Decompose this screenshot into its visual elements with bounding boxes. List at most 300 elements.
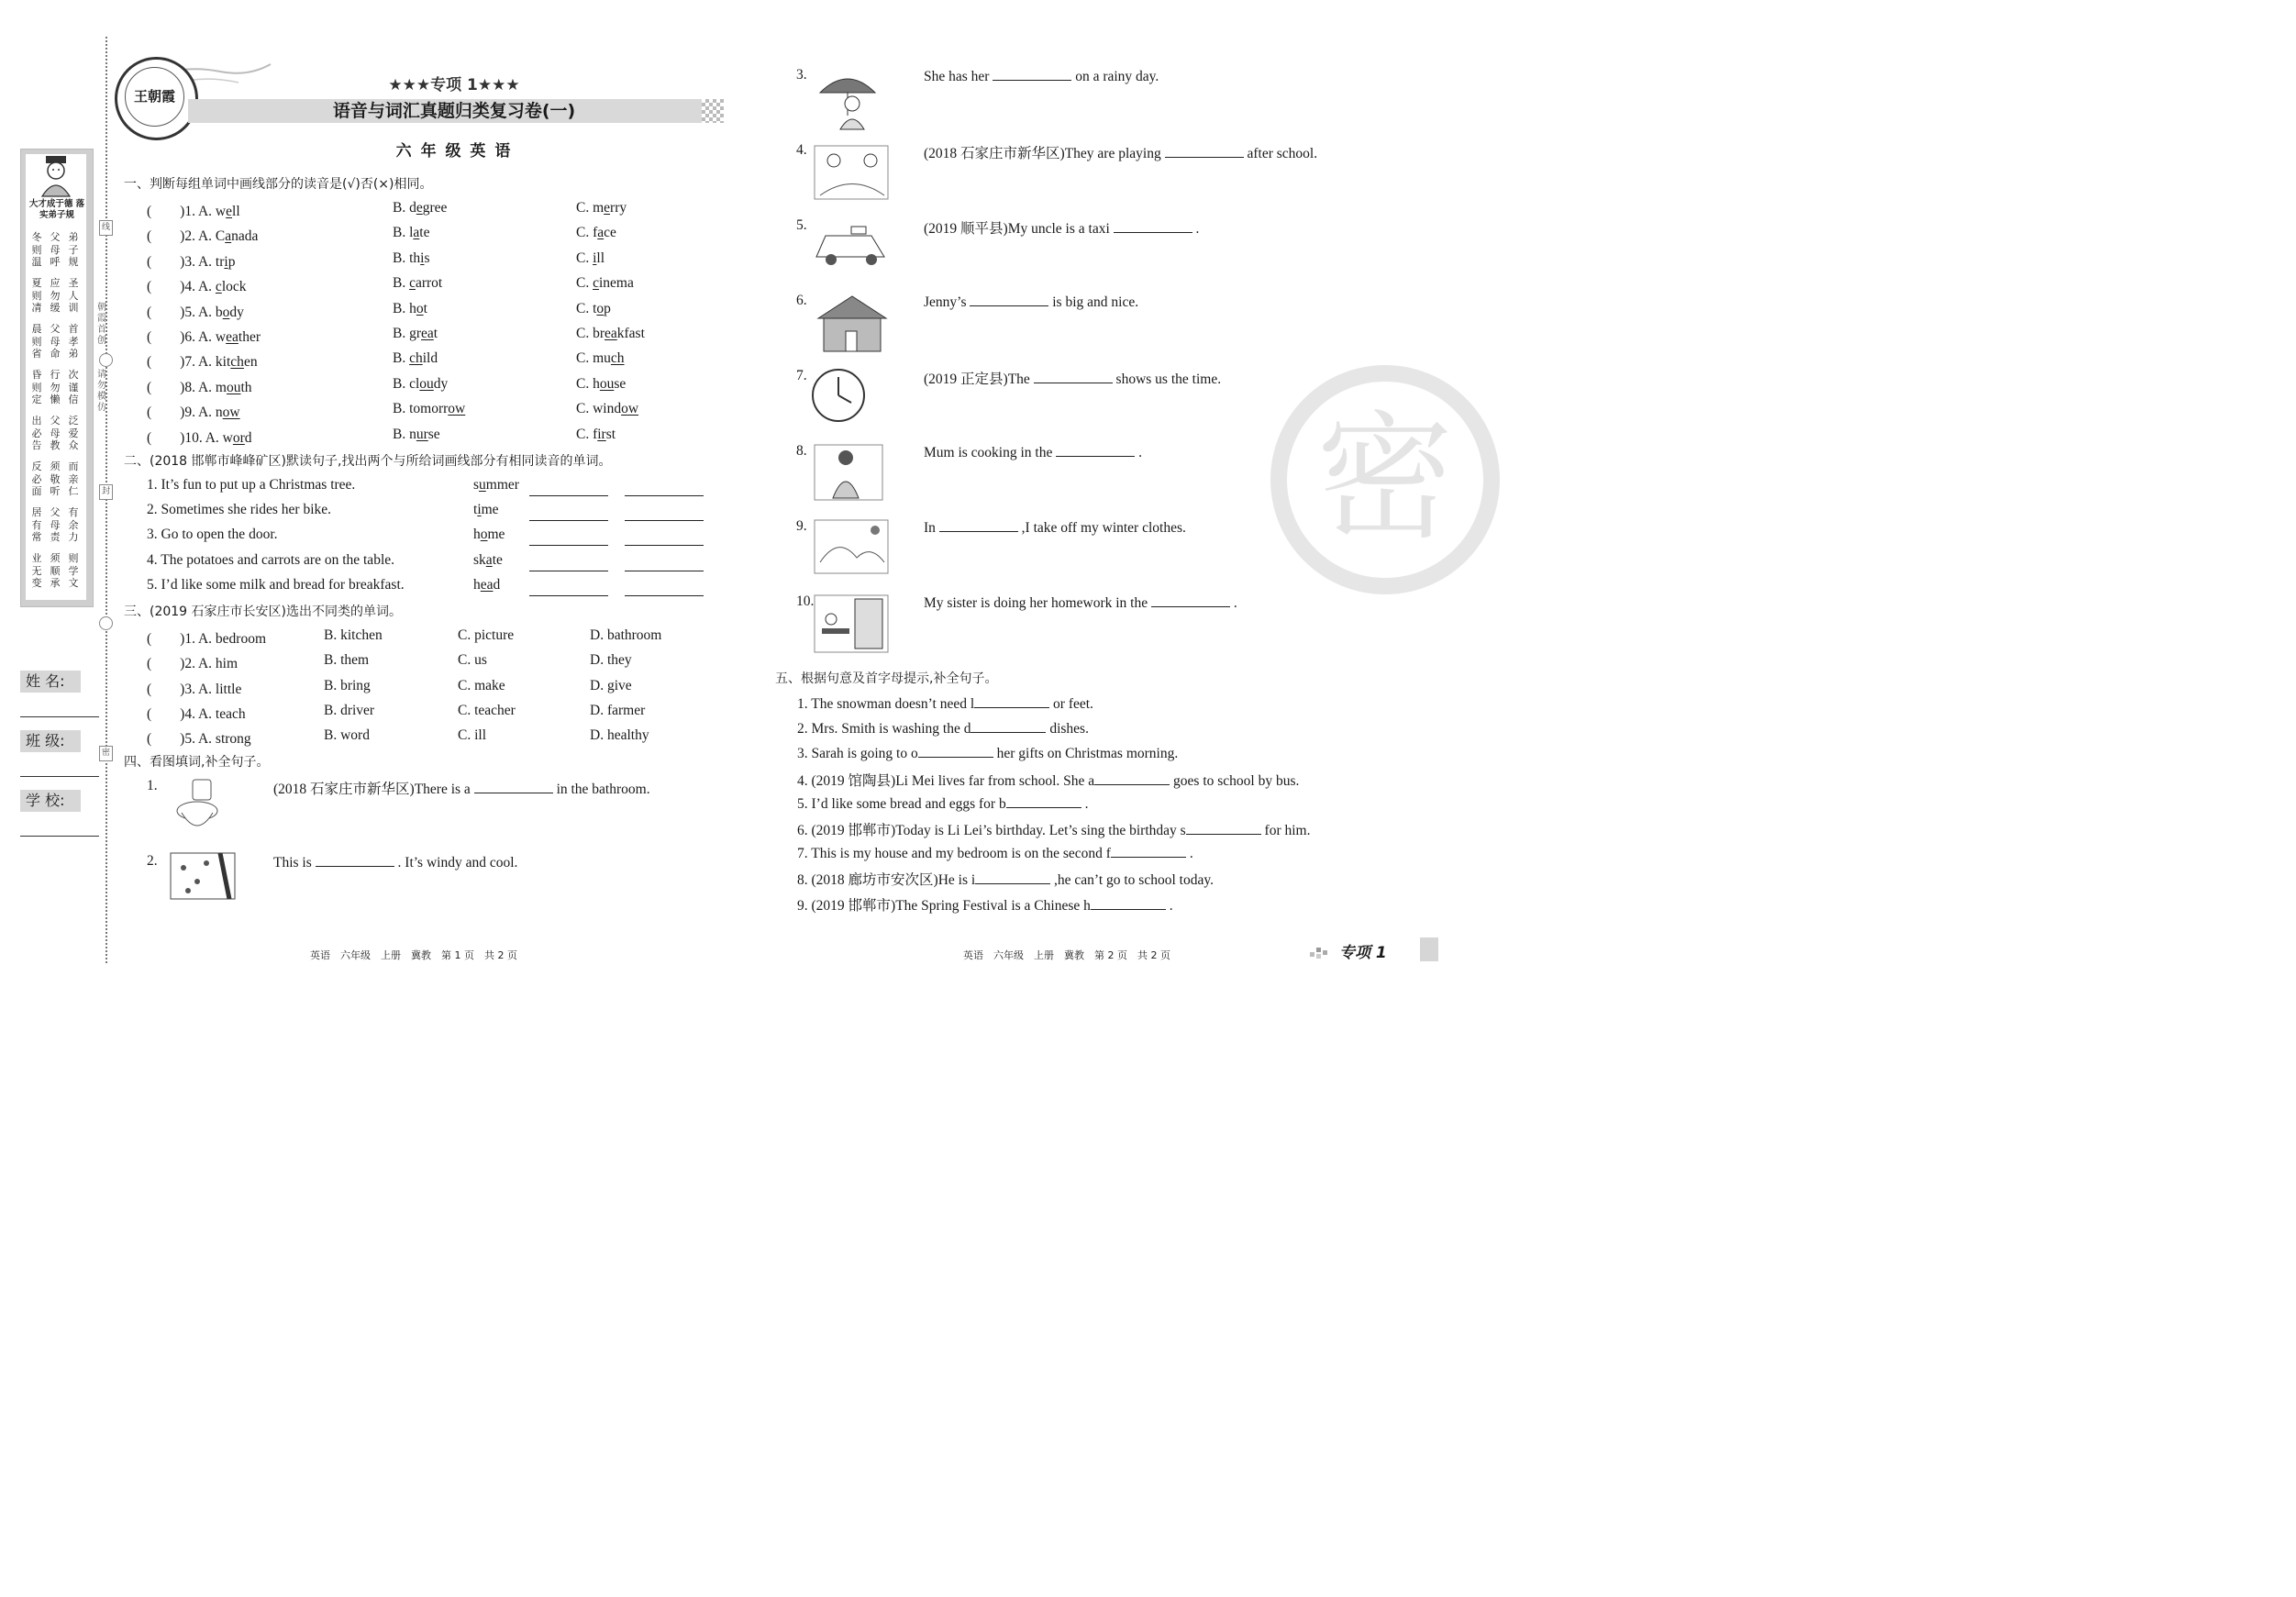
s1-option-a	[147, 401, 240, 421]
s3-option-b: B. bring	[324, 677, 371, 693]
answer-blank[interactable]	[918, 744, 993, 758]
house-icon	[811, 291, 893, 357]
s3-option-c: C. make	[458, 677, 505, 693]
info-field-line[interactable]	[20, 776, 99, 777]
word-part: C. m	[576, 200, 605, 216]
footer-page2: 英语 六年级 上册 冀教 第 2 页 共 2 页	[963, 949, 1170, 961]
sidebar-column-text: 居有常	[31, 506, 42, 543]
word-part: C. wind	[576, 401, 622, 417]
s3-option-a: ( )2. A. him	[147, 656, 238, 672]
sidebar-column-text: 首孝弟	[68, 323, 79, 360]
section3-heading: 三、(2019 石家庄市长安区)选出不同类的单词。	[124, 604, 403, 619]
s1-option-c	[576, 326, 645, 342]
s3-option-d: D. bathroom	[590, 627, 662, 643]
sentence-text: 7. This is my house and my bedroom is on the second f	[797, 846, 1111, 862]
sidebar-column-text: 有余力	[68, 506, 79, 543]
sentence-text: on a rainy day.	[1075, 69, 1159, 84]
sentence-text: in the bathroom.	[556, 782, 650, 797]
girl-with-umbrella-icon	[811, 65, 893, 131]
underlined-letters: e	[604, 200, 611, 216]
underlined-letters: ea	[226, 329, 238, 345]
s3-option-c: C. ill	[458, 727, 487, 744]
answer-blank[interactable]	[993, 67, 1071, 81]
autumn-leaves-icon	[165, 849, 248, 915]
word-part: kfast	[616, 326, 645, 341]
word-part: b	[215, 304, 223, 320]
binding-tag: 封	[99, 484, 113, 500]
corner-decoration	[1420, 937, 1438, 961]
sentence-text: (2018 石家庄市新华区)They are playing	[924, 146, 1161, 161]
s5-sentence	[797, 770, 1299, 790]
s4-item-number: 5.	[796, 217, 807, 233]
word-part: arrot	[415, 275, 443, 292]
underlined-letters: c	[409, 275, 416, 292]
sentence-text: 6. (2019 邯郸市)Today is Li Lei’s birthday. Let’s sing the birthday s	[797, 823, 1186, 838]
sidebar-column-text: 夏则凊	[31, 277, 42, 314]
sentence-text: .	[1084, 795, 1089, 812]
s5-sentence	[797, 819, 1310, 839]
s2-sentence: 3. Go to open the door.	[147, 527, 278, 543]
word-part: mmer	[485, 477, 519, 493]
s4-sentence	[273, 853, 517, 871]
underlined-letters: ou	[599, 375, 615, 392]
answer-blank[interactable]	[1006, 794, 1081, 808]
sentence-text: .	[1195, 221, 1200, 237]
word-part: t	[473, 502, 478, 518]
word-part: rry	[610, 200, 627, 216]
s2-given-word	[473, 577, 500, 593]
underlined-letters: ir	[597, 426, 606, 442]
word-part: B. n	[393, 426, 416, 442]
sentence-text: 3. Sarah is going to o	[797, 746, 918, 762]
spring-icon	[811, 516, 893, 582]
s1-option-b	[393, 350, 438, 367]
s1-option-c	[576, 427, 616, 443]
sidebar-column-text: 冬则温	[31, 231, 42, 268]
answer-blank[interactable]	[1034, 370, 1113, 383]
sentence-text: 9. (2019 邯郸市)The Spring Festival is a Chinese h	[797, 897, 1091, 914]
s4-item-number: 10.	[796, 593, 815, 609]
underlined-letters: ow	[448, 401, 466, 417]
s1-option-c	[576, 200, 627, 216]
word-part: h	[473, 576, 481, 593]
binding-label: 朝霞首创	[97, 303, 106, 346]
answer-blank[interactable]	[975, 871, 1050, 884]
answer-blank[interactable]	[625, 507, 704, 521]
word-part: B. d	[393, 200, 416, 216]
sentence-text: 1. The snowman doesn’t need l	[797, 696, 975, 712]
sentence-text: .	[1138, 445, 1142, 460]
sidebar-column-text: 昏则定	[31, 369, 42, 405]
sidebar-column-text: 晨则省	[31, 323, 42, 360]
title-checker-decoration	[702, 99, 724, 123]
logo-text: 王朝霞	[133, 88, 175, 105]
s1-option-a	[147, 250, 235, 271]
answer-blank[interactable]	[1165, 144, 1244, 158]
s1-option-b	[393, 225, 429, 241]
s1-option-b	[393, 427, 440, 443]
s3-option-d: D. they	[590, 652, 632, 669]
s1-option-b	[393, 200, 447, 216]
s1-option-a	[147, 225, 258, 245]
answer-blank[interactable]	[529, 558, 608, 571]
sidebar-column-text: 出必告	[31, 415, 42, 451]
word-part: C. h	[576, 375, 600, 392]
sentence-text: or feet.	[1053, 696, 1093, 712]
underlined-letters: ea	[480, 576, 494, 593]
s5-sentence	[797, 694, 1093, 713]
s1-option-c	[576, 401, 638, 417]
answer-blank[interactable]	[974, 694, 1049, 708]
s1-option-b	[393, 301, 427, 317]
s3-option-a: ( )4. A. teach	[147, 705, 246, 722]
word-part: C	[215, 228, 226, 245]
underlined-letters: or	[232, 429, 245, 446]
s4-sentence	[924, 67, 1159, 85]
s4-sentence	[924, 518, 1186, 537]
binding-hole-icon	[99, 616, 113, 630]
s4-item-number: 4.	[796, 142, 807, 158]
s3-option-c: C. picture	[458, 627, 515, 643]
underlined-letters: o	[222, 304, 230, 320]
word-part: s	[473, 477, 480, 493]
binding-tag: 密	[99, 746, 113, 761]
answer-blank[interactable]	[939, 518, 1018, 532]
taxi-icon	[811, 216, 893, 282]
sidebar-column-text: 则学文	[68, 552, 79, 589]
word-part: C. f	[576, 426, 598, 442]
s1-question-number: ( )3. A.	[147, 253, 216, 270]
s2-given-word	[473, 527, 505, 543]
answer-blank[interactable]	[625, 532, 704, 546]
word-part: tr	[215, 253, 225, 270]
word-part: se	[427, 426, 440, 442]
s2-sentence: 1. It’s fun to put up a Christmas tree.	[147, 477, 356, 493]
word-part: ther	[238, 329, 261, 345]
underlined-letters: ow	[621, 401, 639, 417]
answer-blank[interactable]	[1094, 771, 1170, 785]
word-part: th	[240, 379, 252, 395]
underlined-letters: ch	[409, 350, 423, 367]
sentence-text: In	[924, 520, 936, 536]
word-part: me	[487, 527, 505, 543]
sentence-text: This is	[273, 855, 312, 871]
scholar-figure-icon	[33, 154, 79, 198]
word-part: h	[473, 527, 481, 543]
word-part: B. th	[393, 250, 421, 266]
s1-question-number: ( )2. A.	[147, 228, 216, 245]
s3-option-b: B. kitchen	[324, 627, 383, 643]
sentence-text: . It’s windy and cool.	[397, 855, 518, 871]
sentence-text: (2019 顺平县)My uncle is a taxi	[924, 221, 1110, 237]
answer-blank[interactable]	[1114, 219, 1192, 233]
answer-blank[interactable]	[529, 582, 608, 596]
sidebar-column-text: 应勿缓	[50, 277, 61, 314]
s3-option-d: D. healthy	[590, 727, 649, 744]
s3-option-a: ( )5. A. strong	[147, 731, 251, 748]
underlined-letters: ou	[419, 375, 434, 392]
word-part: w	[222, 429, 233, 446]
sentence-text: ,I take off my winter clothes.	[1021, 520, 1186, 536]
word-part: me	[481, 502, 499, 518]
word-part: t	[423, 300, 427, 316]
answer-blank[interactable]	[625, 558, 704, 571]
s4-sentence	[273, 778, 650, 798]
underlined-letters: a	[225, 228, 232, 245]
sidebar-column-text: 反必面	[31, 460, 42, 497]
word-part: n	[215, 405, 223, 421]
binding-label: 请勿模仿	[97, 370, 106, 413]
sidebar-column-text: 父母责	[50, 506, 61, 543]
sentence-text: for him.	[1264, 823, 1311, 838]
answer-blank[interactable]	[316, 853, 394, 867]
sentence-text: after school.	[1247, 146, 1318, 161]
sentence-text: (2018 石家庄市新华区)There is a	[273, 782, 471, 797]
clock-icon	[811, 366, 893, 432]
word-part: C.	[576, 275, 593, 292]
footer-page1: 英语 六年级 上册 冀教 第 1 页 共 2 页	[310, 949, 517, 961]
underlined-letters: i	[477, 502, 482, 518]
s1-question-number: ( )7. A.	[147, 354, 216, 371]
s5-sentence	[797, 844, 1193, 862]
s1-option-c	[576, 301, 611, 317]
sentence-text: 4. (2019 馆陶县)Li Mei lives far from school. She a	[797, 772, 1095, 789]
s3-option-b: B. word	[324, 727, 370, 744]
underlined-letters: ou	[226, 379, 241, 395]
underlined-letters: e	[416, 200, 423, 216]
s2-given-word	[473, 477, 519, 494]
underlined-letters: o	[480, 527, 488, 543]
answer-blank[interactable]	[529, 532, 608, 546]
answer-blank[interactable]	[971, 719, 1046, 733]
answer-blank[interactable]	[529, 482, 608, 496]
confidential-seal-text: 密	[1315, 399, 1454, 559]
word-part: dy	[433, 375, 449, 392]
word-part: w	[215, 329, 227, 345]
s1-option-c	[576, 376, 626, 393]
corner-squares-icon	[1310, 945, 1328, 959]
s1-option-a	[147, 275, 247, 295]
s4-item-number: 2.	[147, 853, 158, 869]
binding-tag: 线	[99, 220, 113, 236]
study-icon	[811, 592, 893, 658]
word-part: s	[424, 250, 430, 266]
word-part: se	[614, 375, 627, 392]
word-part: C. f	[576, 225, 598, 241]
info-field-label: 学 校:	[20, 790, 81, 812]
sentence-text: goes to school by bus.	[1173, 772, 1300, 789]
sentence-text: 2. Mrs. Smith is washing the d	[797, 721, 971, 738]
s2-given-word	[473, 552, 503, 569]
underlined-letters: o	[416, 300, 424, 316]
underlined-letters: ea	[605, 326, 617, 341]
s1-option-c	[576, 250, 605, 267]
sidebar-column-text: 父母教	[50, 415, 61, 451]
corner-topic-label: 专项 1	[1339, 944, 1387, 962]
word-part: d	[244, 429, 252, 446]
s4-sentence	[924, 293, 1138, 311]
s1-question-number: ( )10. A.	[147, 429, 223, 446]
sidebar-motto: 大才成于德 落实弟子规	[28, 199, 85, 220]
s1-option-c	[576, 275, 634, 292]
s1-option-b	[393, 275, 442, 292]
info-field-label: 班 级:	[20, 730, 81, 752]
page-title: 语音与词汇真题归类复习卷(一)	[332, 101, 576, 121]
word-part: inema	[598, 275, 634, 292]
sentence-text: 8. (2018 廊坊市安次区)He is i	[797, 872, 976, 889]
s2-sentence: 5. I’d like some milk and bread for breakfast.	[147, 576, 405, 593]
s4-sentence	[924, 443, 1142, 461]
s4-item-number: 7.	[796, 368, 807, 383]
s4-sentence	[924, 217, 1199, 238]
sentence-text: Jenny’s	[924, 294, 967, 310]
s4-sentence	[924, 142, 1317, 162]
underlined-letters: ch	[230, 354, 244, 371]
answer-blank[interactable]	[625, 582, 704, 596]
word-part: C. mu	[576, 350, 611, 367]
s3-option-b: B. driver	[324, 702, 375, 718]
word-part: nada	[231, 228, 259, 245]
s2-given-word	[473, 502, 499, 518]
underlined-letters: i	[593, 250, 597, 266]
word-part: sk	[473, 551, 486, 568]
word-part: p	[604, 300, 611, 316]
word-part: C.	[576, 250, 593, 266]
word-part: t	[433, 326, 438, 341]
s4-item-number: 9.	[796, 518, 807, 534]
s3-option-d: D. give	[590, 677, 632, 693]
s1-option-a	[147, 350, 258, 371]
underlined-letters: o	[596, 300, 605, 316]
word-part: w	[215, 204, 227, 219]
sidebar-column-text: 行勿懒	[50, 369, 61, 405]
sentence-text: shows us the time.	[1115, 372, 1222, 387]
answer-blank[interactable]	[1091, 896, 1166, 910]
s4-sentence	[924, 368, 1221, 388]
sidebar-column-text: 而亲仁	[68, 460, 79, 497]
word-part: B.	[393, 350, 410, 367]
sidebar-column-text: 须敬听	[50, 460, 61, 497]
answer-blank[interactable]	[970, 293, 1048, 306]
sentence-text: her gifts on Christmas morning.	[996, 746, 1179, 762]
word-part: dy	[229, 304, 244, 320]
word-part: B. cl	[393, 375, 420, 392]
kids-playing-icon	[811, 140, 893, 206]
s3-option-d: D. farmer	[590, 702, 646, 718]
topic-label: ★★★专项 1★★★	[388, 76, 520, 94]
s1-option-b	[393, 376, 448, 393]
word-part: te	[419, 225, 430, 241]
s4-item-number: 6.	[796, 293, 807, 308]
sidebar-column-text: 泛爱众	[68, 415, 79, 451]
word-part: ild	[422, 350, 438, 367]
kitchen-icon	[811, 441, 893, 507]
s1-option-b	[393, 401, 465, 417]
underlined-letters: a	[597, 225, 605, 241]
s5-sentence	[797, 869, 1214, 889]
s1-option-c	[576, 225, 616, 241]
word-part: ce	[604, 225, 616, 241]
word-part: d	[493, 576, 501, 593]
s3-option-a: ( )3. A. little	[147, 681, 242, 697]
s4-item-number: 8.	[796, 443, 807, 459]
answer-blank[interactable]	[529, 507, 608, 521]
underlined-letters: c	[215, 279, 222, 295]
s1-question-number: ( )5. A.	[147, 304, 216, 320]
word-part: ll	[596, 250, 605, 266]
s2-sentence: 2. Sometimes she rides her bike.	[147, 502, 332, 518]
underlined-letters: e	[226, 204, 233, 219]
word-part: B. gr	[393, 326, 421, 341]
answer-blank[interactable]	[474, 780, 553, 793]
word-part: kit	[215, 354, 231, 371]
word-part: st	[605, 426, 616, 442]
info-field-line[interactable]	[20, 836, 99, 837]
info-field-line[interactable]	[20, 716, 99, 717]
section2-heading: 二、(2018 邯郸市峰峰矿区)默读句子,找出两个与所给词画线部分有相同读音的单词。	[124, 454, 612, 469]
word-part: m	[215, 379, 227, 395]
word-part: B. h	[393, 300, 416, 316]
s5-sentence	[797, 894, 1173, 915]
sidebar-column-text: 父母呼	[50, 231, 61, 268]
answer-blank[interactable]	[625, 482, 704, 496]
sidebar-column-text: 弟子规	[68, 231, 79, 268]
underlined-letters: u	[479, 477, 486, 493]
word-part: B.	[393, 275, 410, 292]
underlined-letters: ow	[222, 405, 240, 421]
sentence-text: .	[1189, 846, 1193, 862]
sentence-text: Mum is cooking in the	[924, 445, 1053, 460]
s3-option-c: C. us	[458, 652, 487, 669]
sentence-text: .	[1169, 897, 1173, 914]
answer-blank[interactable]	[1111, 844, 1186, 858]
answer-blank[interactable]	[1151, 593, 1230, 607]
answer-blank[interactable]	[1186, 821, 1261, 835]
s4-item-number: 1.	[147, 778, 158, 793]
sentence-text: She has her	[924, 69, 990, 84]
s2-sentence: 4. The potatoes and carrots are on the table.	[147, 551, 395, 568]
section4-heading: 四、看图填词,补全句子。	[124, 755, 270, 770]
s5-sentence	[797, 719, 1089, 738]
sidebar-column-text: 须顺承	[50, 552, 61, 589]
s4-item-number: 3.	[796, 67, 807, 83]
sidebar-column-text: 业无变	[31, 552, 42, 589]
answer-blank[interactable]	[1056, 443, 1135, 457]
sentence-text: My sister is doing her homework in the	[924, 595, 1148, 611]
page-subtitle: 六 年 级 英 语	[395, 142, 513, 161]
s1-question-number: ( )4. A.	[147, 279, 216, 295]
info-field-label: 姓 名:	[20, 671, 81, 693]
underlined-letters: ea	[421, 326, 434, 341]
sentence-text: is big and nice.	[1052, 294, 1139, 310]
sidebar-column-text: 次谨信	[68, 369, 79, 405]
s3-option-a: ( )1. A. bedroom	[147, 631, 267, 647]
word-part: B. l	[393, 225, 414, 241]
s1-question-number: ( )9. A.	[147, 405, 216, 421]
word-part: C. br	[576, 326, 605, 341]
section1-heading: 一、判断每组单词中画线部分的读音是(√)否(×)相同。	[124, 177, 433, 192]
sidebar-column-text: 父母命	[50, 323, 61, 360]
s1-option-a	[147, 301, 244, 321]
underlined-letters: ur	[416, 426, 428, 442]
s1-option-a	[147, 376, 252, 396]
sentence-text: (2019 正定县)The	[924, 372, 1030, 387]
s1-option-c	[576, 350, 625, 367]
word-part: en	[243, 354, 258, 371]
s3-option-b: B. them	[324, 652, 370, 669]
s5-sentence	[797, 794, 1088, 813]
s5-sentence	[797, 744, 1178, 762]
